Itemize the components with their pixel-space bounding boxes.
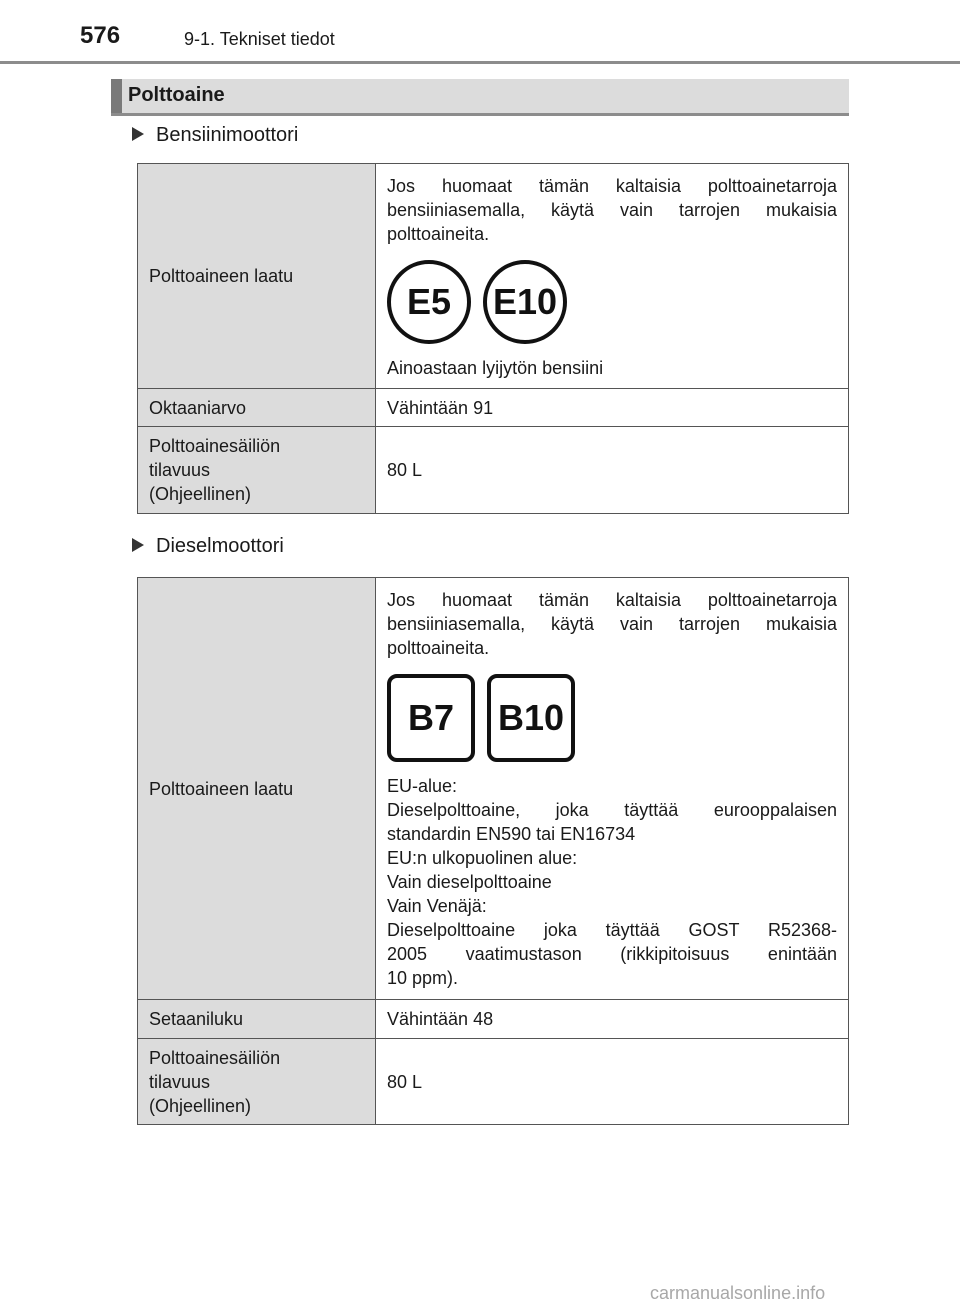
petrol-spec-table (137, 163, 849, 514)
value-cell (376, 427, 849, 514)
tank-capacity-label: (Ohjeellinen) (149, 484, 252, 504)
fuel-quality-label: Polttoaineen laatu (149, 778, 294, 799)
intro-line: Jos huomaat tämän kaltaisia polttoainetarroja (387, 590, 837, 610)
intro-line: bensiiniasemalla, käytä vain tarrojen mukaisia (387, 200, 837, 220)
tank-capacity-label: Polttoainesäiliön (149, 436, 281, 456)
detail-line: EU:n ulkopuolinen alue: (387, 848, 578, 868)
intro-line: Jos huomaat tämän kaltaisia polttoainetarroja (387, 176, 837, 196)
diesel-spec-table (137, 577, 849, 1125)
detail-line: Dieselpolttoaine joka täyttää GOST R52368- (387, 920, 837, 940)
tank-capacity-label: (Ohjeellinen) (149, 1095, 252, 1116)
label-cell (138, 389, 376, 427)
fuel-label-badges (387, 260, 837, 344)
detail-line: standardin EN590 tai EN16734 (387, 824, 636, 844)
table-row (138, 427, 849, 514)
table-row (138, 164, 849, 389)
tank-capacity-label: Polttoainesäiliön (149, 1047, 281, 1068)
chapter-title: 9-1. Tekniset tiedot (184, 29, 335, 49)
detail-line: 10 ppm). (387, 968, 459, 988)
intro-line: polttoaineita. (387, 224, 490, 244)
label-cell (138, 427, 376, 514)
fuel-label-badges (387, 674, 837, 762)
table-row (138, 1039, 849, 1125)
cetane-label: Setaaniluku (149, 1009, 244, 1029)
tank-capacity-label: tilavuus (149, 460, 211, 480)
detail-line: Vain Venäjä: (387, 896, 487, 916)
header-divider (0, 61, 960, 64)
label-cell (138, 1039, 376, 1125)
table-row (138, 578, 849, 1000)
triangle-bullet-icon (132, 538, 144, 552)
table-row (138, 389, 849, 427)
page-number: 576 (80, 22, 121, 49)
value-cell (376, 1000, 849, 1039)
petrol-heading-text: Bensiinimoottori (156, 124, 299, 146)
section-title-bar (111, 79, 849, 116)
triangle-bullet-icon (132, 127, 144, 141)
watermark: carmanualsonline.info (650, 1283, 826, 1303)
cetane-value: Vähintään 48 (387, 1009, 494, 1029)
tank-capacity-label: tilavuus (149, 1071, 211, 1092)
label-cell (138, 1000, 376, 1039)
section-accent (111, 79, 122, 113)
fuel-quality-label: Polttoaineen laatu (149, 266, 294, 286)
e10-fuel-badge-icon: E10 (483, 260, 567, 344)
detail-line: EU-alue: (387, 776, 458, 796)
diesel-heading-text: Dieselmoottori (156, 535, 284, 557)
detail-line: Vain dieselpolttoaine (387, 872, 552, 892)
detail-line: Dieselpolttoaine, joka täyttää eurooppalaisen (387, 800, 837, 820)
section-title: Polttoaine (128, 84, 225, 106)
value-cell (376, 578, 849, 1000)
b10-fuel-badge-icon: B10 (487, 674, 575, 762)
intro-line: bensiiniasemalla, käytä vain tarrojen mukaisia (387, 614, 837, 634)
value-cell (376, 389, 849, 427)
detail-line: 2005 vaatimustason (rikkipitoisuus enintään (387, 944, 837, 964)
unleaded-note: Ainoastaan lyijytön bensiini (387, 358, 604, 378)
diesel-heading (132, 535, 284, 558)
table-row (138, 1000, 849, 1039)
tank-capacity-value: 80 L (387, 1071, 423, 1092)
value-cell (376, 1039, 849, 1125)
value-cell (376, 164, 849, 389)
intro-line: polttoaineita. (387, 638, 490, 658)
e5-fuel-badge-icon: E5 (387, 260, 471, 344)
label-cell (138, 164, 376, 389)
label-cell (138, 578, 376, 1000)
octane-value: Vähintään 91 (387, 397, 494, 418)
octane-label: Oktaaniarvo (149, 397, 247, 418)
petrol-heading (132, 124, 298, 147)
b7-fuel-badge-icon: B7 (387, 674, 475, 762)
tank-capacity-value: 80 L (387, 460, 423, 480)
